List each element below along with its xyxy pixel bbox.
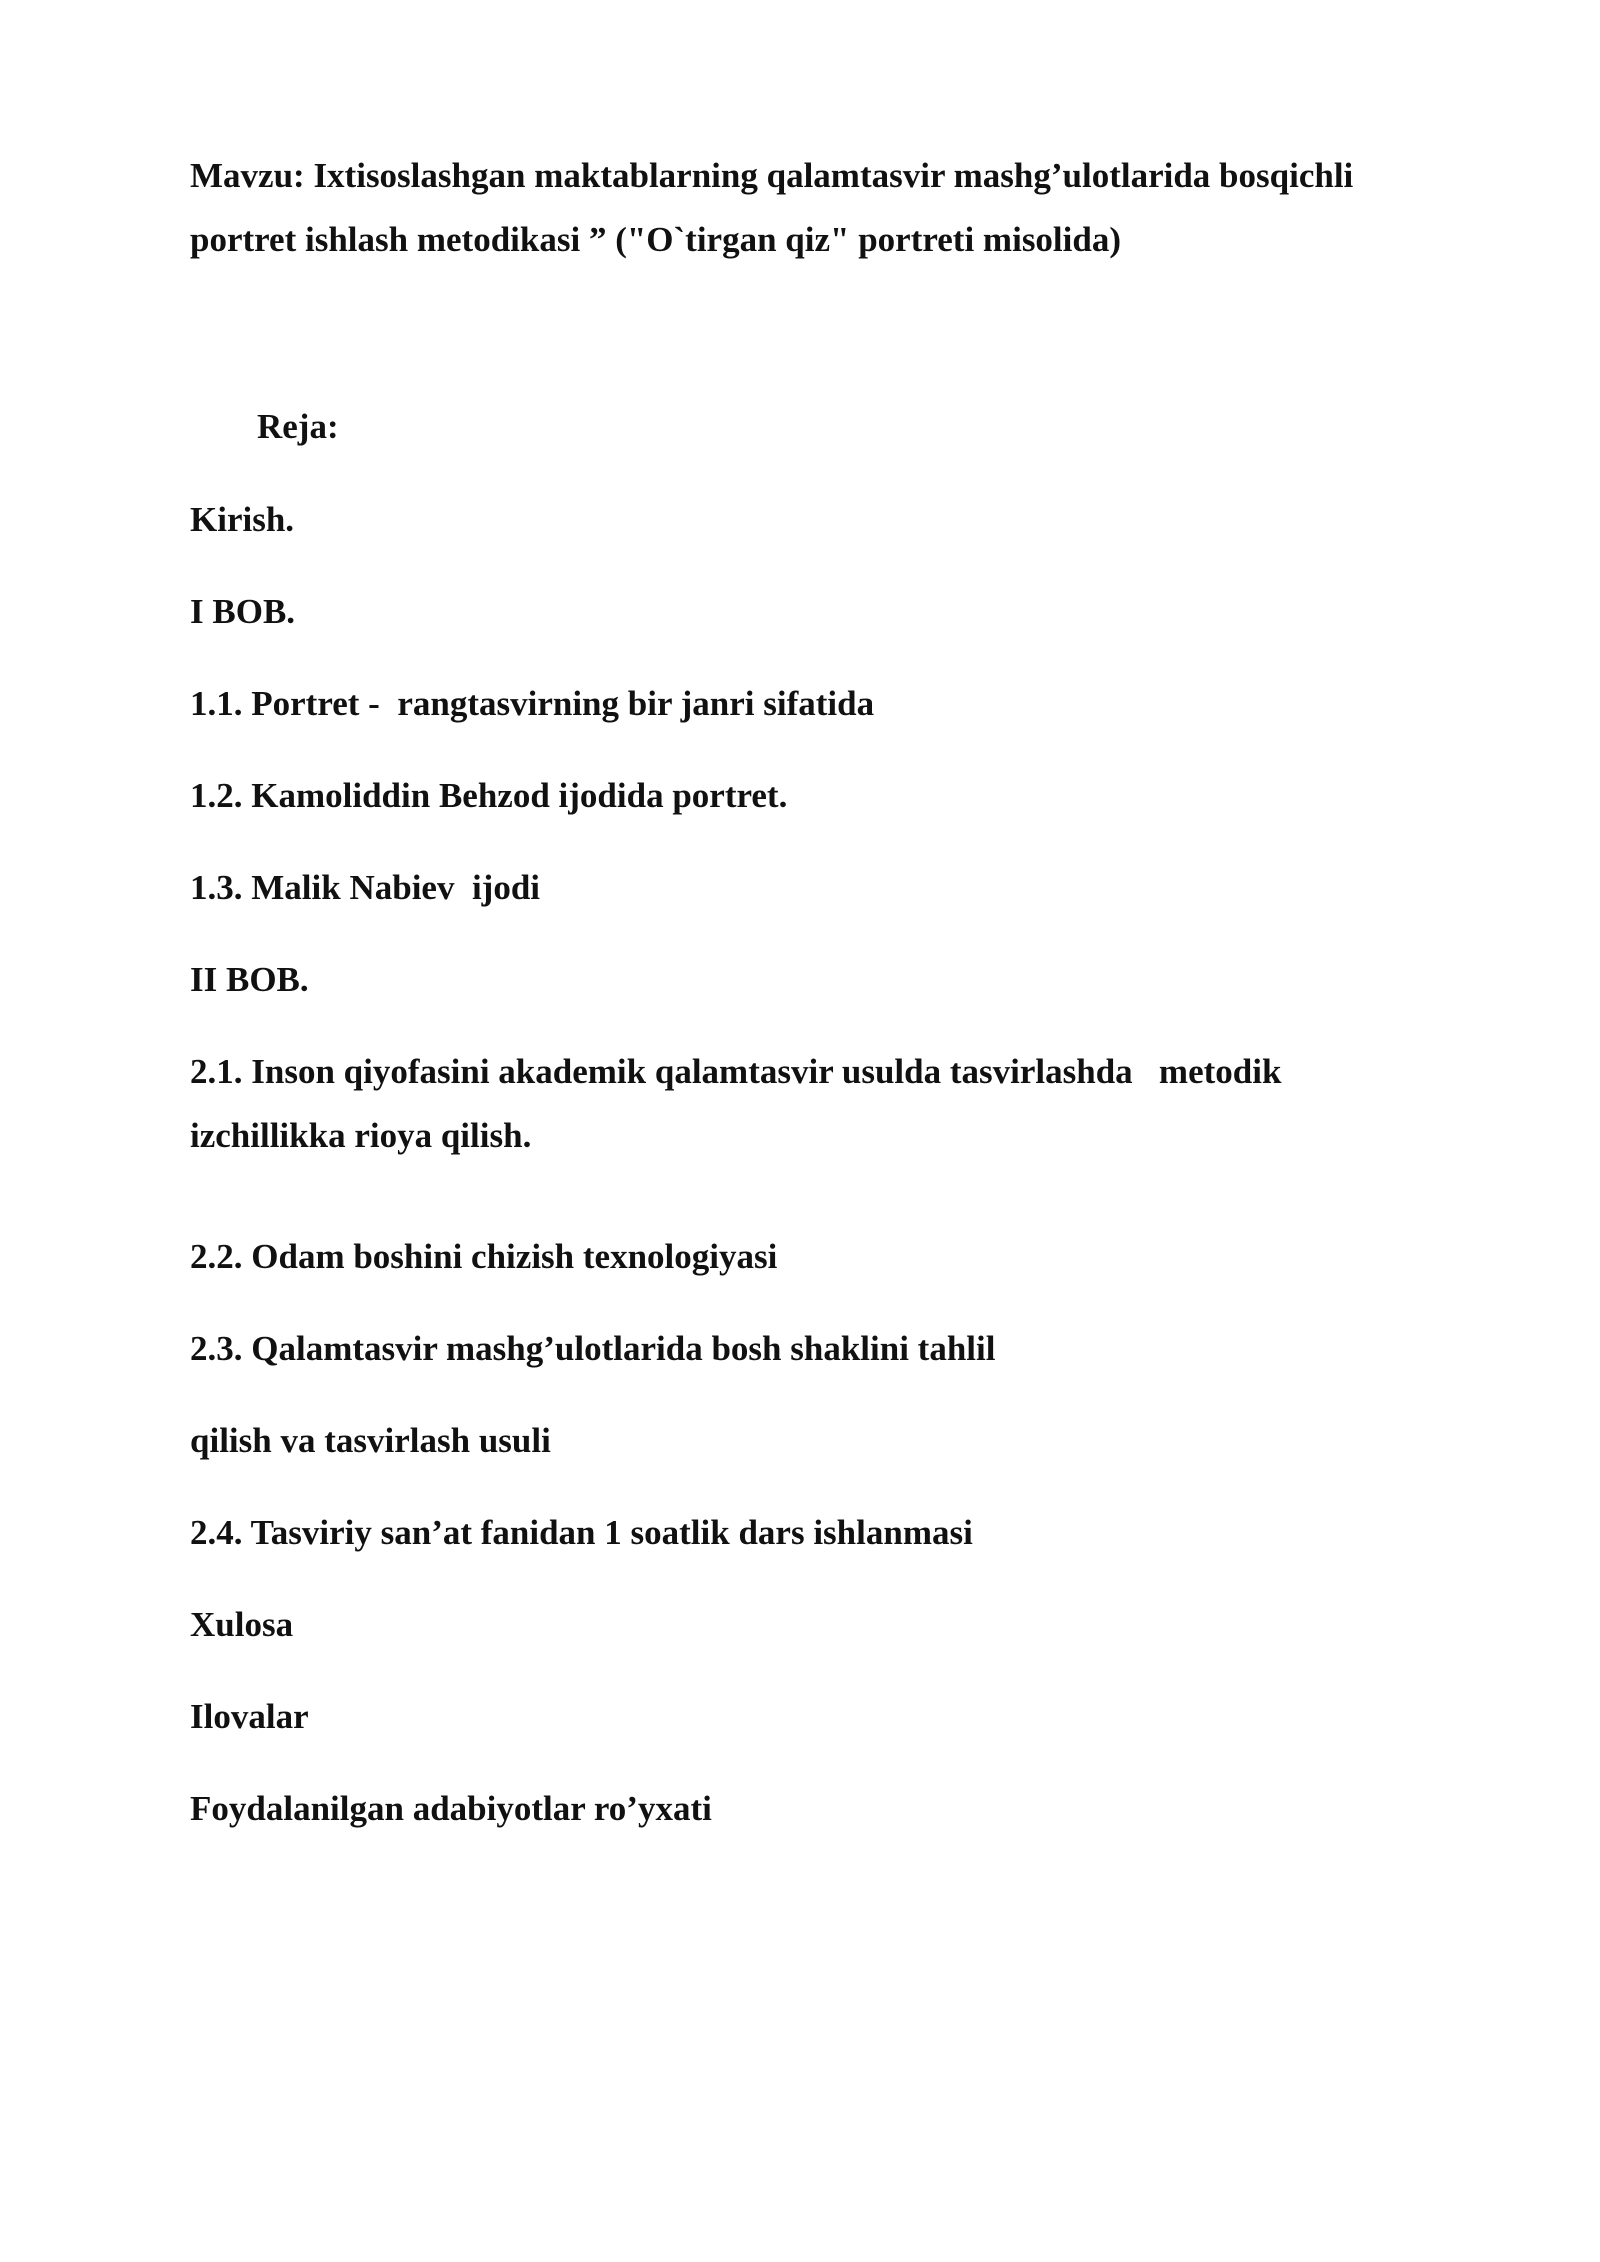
title-line-1: Mavzu: Ixtisoslashgan maktablarning qalamtasvir mashg’ulotlarida bosqichli xyxy=(190,156,1354,195)
plan-item-conclusion: Xulosa xyxy=(190,1605,294,1644)
plan-heading: Reja: xyxy=(257,407,339,446)
plan-item-1-3: 1.3. Malik Nabiev ijodi xyxy=(190,868,541,907)
plan-item-chapter-1: I BOB. xyxy=(190,592,296,631)
plan-item-2-2: 2.2. Odam boshini chizish texnologiyasi xyxy=(190,1237,778,1276)
title-line-2: portret ishlash metodikasi ” ("O`tirgan qiz" portreti misolida) xyxy=(190,220,1122,259)
plan-item-chapter-2: II BOB. xyxy=(190,960,309,999)
plan-item-2-1 xyxy=(190,1040,1450,1168)
plan-item-2-4: 2.4. Tasviriy san’at fanidan 1 soatlik dars ishlanmasi xyxy=(190,1513,973,1552)
plan-item-2-3-continued: qilish va tasvirlash usuli xyxy=(190,1421,551,1460)
plan-item-1-1: 1.1. Portret - rangtasvirning bir janri sifatida xyxy=(190,684,875,723)
plan-item-appendices: Ilovalar xyxy=(190,1697,309,1736)
plan-item-1-2: 1.2. Kamoliddin Behzod ijodida portret. xyxy=(190,776,788,815)
plan-item-2-1-line-2: izchillikka rioya qilish. xyxy=(190,1116,532,1155)
plan-item-references: Foydalanilgan adabiyotlar ro’yxati xyxy=(190,1789,712,1828)
plan-item-introduction: Kirish. xyxy=(190,500,295,539)
plan-item-2-1-line-1: 2.1. Inson qiyofasini akademik qalamtasvir usulda tasvirlashda metodik xyxy=(190,1052,1282,1091)
plan-item-2-3: 2.3. Qalamtasvir mashg’ulotlarida bosh shaklini tahlil xyxy=(190,1329,996,1368)
document-title xyxy=(190,144,1450,272)
